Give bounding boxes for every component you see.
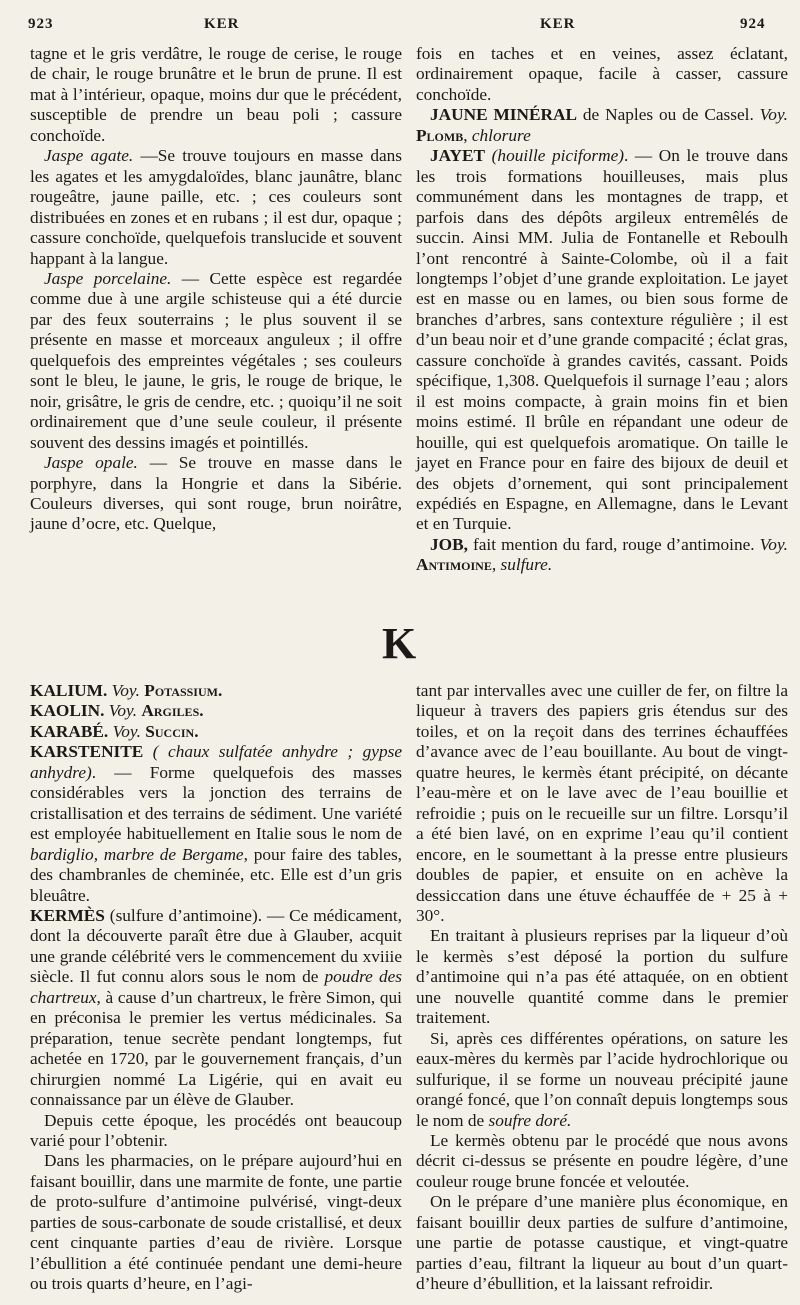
entry-term: KERMÈS xyxy=(30,905,105,925)
paragraph: Le kermès obtenu par le procédé que nous avons décrit ci-dessus se présente en poudre légère, d’une couleur rouge brune foncée et veloutée. xyxy=(416,1130,788,1191)
entry-italic: poudre des chartreux xyxy=(30,967,402,1007)
entry-term: KAOLIN. xyxy=(30,701,105,721)
entry-jaune-mineral xyxy=(416,105,788,146)
entry-italic: bardiglio, marbre de Bergame xyxy=(30,844,244,864)
right-running-head: KER xyxy=(540,16,576,32)
paragraph: fois en taches et en veines, assez éclatant, ordinairement opaque, facile à casser, cassure conchoïde. xyxy=(416,44,788,104)
entry-text: , pour faire des tables, des chambranles de cheminée, etc. Elle est d’un gris bleuâtre. xyxy=(30,844,402,905)
separator: , xyxy=(491,555,501,575)
section-letter: K xyxy=(382,619,417,668)
entry-karstenite xyxy=(30,742,402,906)
cross-reference: Potassium. xyxy=(144,681,223,700)
cross-reference: Plomb xyxy=(416,125,464,145)
top-right-column xyxy=(416,44,788,576)
entry-text: , à cause d’un chartreux, le frère Simon, qui en préconisa le premier les vertus médicinales. Sa préparation, tenue secrète pendant longtemps, fut achetée en 1720, par le gouvernement français, d’un chirurgien nommé La Ligérie, qui en avait eu connaissance par un élève de Glauber. xyxy=(30,987,402,1110)
right-page-number: 924 xyxy=(740,16,766,32)
voy-label: Voy. xyxy=(759,534,788,554)
entry-text: de Naples ou de Cassel. xyxy=(577,105,760,125)
entry-text: — Se trouve en masse dans le porphyre, dans la Hongrie et dans la Sibérie. Couleurs diverses, qui sont rouge, brun noirâtre, jaune d’ocre, etc. Quelque, xyxy=(30,453,402,534)
entry-text: . — Forme quelquefois des masses considérables vers la jonction des terrains de cristallisation et des terrains de sédiment. Une variété est employée habituellement en Italie sous le nom de xyxy=(30,762,402,844)
entry-term: KALIUM. xyxy=(30,681,108,700)
cross-reference-sub: sulfure. xyxy=(500,555,553,575)
entry-synonym: ( chaux sulfatée anhydre ; gypse anhydre) xyxy=(30,742,402,782)
entry-kaolin xyxy=(30,701,402,721)
voy-label: Voy. xyxy=(759,105,788,125)
entry-kermes xyxy=(30,906,402,1111)
entry-text: . — On le trouve dans les trois formations houilleuses, mais plus communément dans les montagnes de trapp, et parfois dans des dépôts argileux entremêlés de succin. Ainsi MM. Julia de Fontanelle et Reboulh l’ont rencontré à Sainte-Colombe, où il a fait longtemps l’objet d’une grande exploitation. Le jayet est en masse ou en lames, ou bien sous forme de branches d’arbres, sans contexture régulière ; il est d’un beau noir et d’une grande compacité ; éclat gras, cassure conchoïde à grandes cavités, cassant. Poids spécifique, 1,308. Quelquefois il surnage l’eau ; alors il est moins compacte, à grain moins fin et bien moins estimé. Il brûle en répandant une odeur de houille, qui est quelquefois aromatique. On taille le jayet en France pour en faire des bijoux de deuil et des objets d’ornement, qui sont principalement expédiés en Espagne, en Allemagne, dans le Levant et en Turquie. xyxy=(416,146,788,534)
entry-term: Jaspe porcelaine. xyxy=(44,268,172,288)
paragraph: tant par intervalles avec une cuiller de fer, on filtre la liqueur à travers des papiers gris étendus sur des toiles, et on la reçoit dans des terrines échauffées d’avance avec de l’eau bouillante. Au bout de vingt-quatre heures, le kermès étant précipité, on décante l’eau-mère et on le lave avec de l’eau bouillie et refroidie ; puis on le recueille sur un filtre. Lorsqu’il a été bien lavé, on en exprime l’eau qu’il contient encore, en le soumettant à la presse entre plusieurs doubles de papier, et ensuite on en achève la dessiccation dans une étuve échauffée de + 25 à + 30°. xyxy=(416,681,788,925)
entry-term: Jaspe agate. xyxy=(44,146,134,166)
cross-reference: Antimoine xyxy=(416,555,492,575)
entry-kalium xyxy=(30,681,402,701)
entry-text: — Cette espèce est regardée comme due à une argile schisteuse qui a été durcie par des feux souterrains ; le plus souvent il se présente en masse et morceaux anguleux ; il offre quelquefois des empreintes végétales ; ses couleurs sont le bleu, le jaune, le gris, le rouge de brique, le noir, grisâtre, le gris de cendre, etc. ; quoiqu’il ne soit ordinairement que d’une seule couleur, il présente souvent des dessins imagés et pointillés. xyxy=(30,268,402,452)
bottom-left-column xyxy=(30,681,402,1295)
entry-job xyxy=(416,535,788,576)
entry-italic: soufre doré. xyxy=(488,1110,572,1130)
separator: , xyxy=(463,125,472,145)
bottom-right-column xyxy=(416,681,788,1295)
voy-label: Voy. xyxy=(111,681,140,700)
entry-term: Jaspe opale. xyxy=(44,453,138,473)
voy-label: Voy. xyxy=(108,701,138,721)
entry-jayet xyxy=(416,146,788,535)
entry-karabe xyxy=(30,722,402,742)
entry-jaspe-agate xyxy=(30,146,402,269)
left-page-number: 923 xyxy=(28,16,54,32)
cross-reference: Succin. xyxy=(145,721,199,741)
entry-term: JAUNE MINÉRAL xyxy=(430,105,578,125)
paragraph: Depuis cette époque, les procédés ont beaucoup varié pour l’obtenir. xyxy=(30,1110,402,1150)
left-running-head: KER xyxy=(204,16,240,32)
entry-text: —Se trouve toujours en masse dans les agates et les amygdaloïdes, blanc jaunâtre, blanc rougeâtre, jaune paille, etc. ; ces couleurs sont distribuées en zones et en rubans ; il est dur, opaque ; cassure conchoïde, quelquefois translucide et souvent happant à la langue. xyxy=(30,146,403,268)
paragraph xyxy=(416,1029,788,1131)
entry-term: KARABÉ. xyxy=(30,721,109,741)
entry-jaspe-opale xyxy=(30,453,402,535)
cross-reference: Argiles. xyxy=(141,701,204,721)
entry-term: JAYET xyxy=(430,146,486,166)
paragraph: Dans les pharmacies, on le prépare aujourd’hui en faisant bouillir, dans une marmite de fonte, une partie de proto-sulfure d’antimoine pulvérisé, vingt-deux parties de sous-carbonate de soude cristallisé, et deux cent cinquante parties d’eau de rivière. Lorsque l’ébullition a été continuée pendant une demi-heure ou trois quarts d’heure, en l’agi- xyxy=(30,1151,402,1294)
top-left-column xyxy=(30,44,402,535)
voy-label: Voy. xyxy=(112,721,141,741)
paragraph-text: Si, après ces différentes opérations, on sature les eaux-mères du kermès par l’acide hydrochlorique ou sulfurique, il se forme un nouveau précipité jaune orangé foncé, que l’on connaît depuis longtemps sous le nom de xyxy=(416,1028,788,1130)
entry-jaspe-porcelaine xyxy=(30,269,402,453)
entry-synonym: (houille piciforme) xyxy=(491,146,625,166)
entry-term: KARSTENITE xyxy=(30,742,144,762)
entry-text: fait mention du fard, rouge d’antimoine. xyxy=(467,534,760,554)
entry-term: JOB, xyxy=(430,534,468,554)
paragraph: En traitant à plusieurs reprises par la liqueur d’où le kermès s’est déposé la portion du sulfure d’antimoine qui n’a pas été attaquée, on en obtient une nouvelle quantité comme dans le premier traitement. xyxy=(416,926,788,1028)
entry-text: (sulfure d’antimoine). — Ce médicament, dont la découverte paraît être due à Glauber, acquit une grande célébrité vers le commencement du xviiie siècle. Il fut connu alors sous le nom de xyxy=(30,905,402,987)
paragraph: tagne et le gris verdâtre, le rouge de cerise, le rouge de chair, le rouge brunâtre et le brun de prune. Il est mat à l’intérieur, opaque, moins dur que le précédent, susceptible de prendre un beau poli ; cassure conchoïde. xyxy=(30,44,402,145)
cross-reference-sub: chlorure xyxy=(471,125,531,145)
paragraph: On le prépare d’une manière plus économique, en faisant bouillir deux parties de sulfure d’antimoine, une partie de potasse caustique, et vingt-quatre parties d’eau, filtrant la liqueur au bout d’un quart-d’heure d’ébullition, et la laissant refroidir. xyxy=(416,1192,788,1294)
